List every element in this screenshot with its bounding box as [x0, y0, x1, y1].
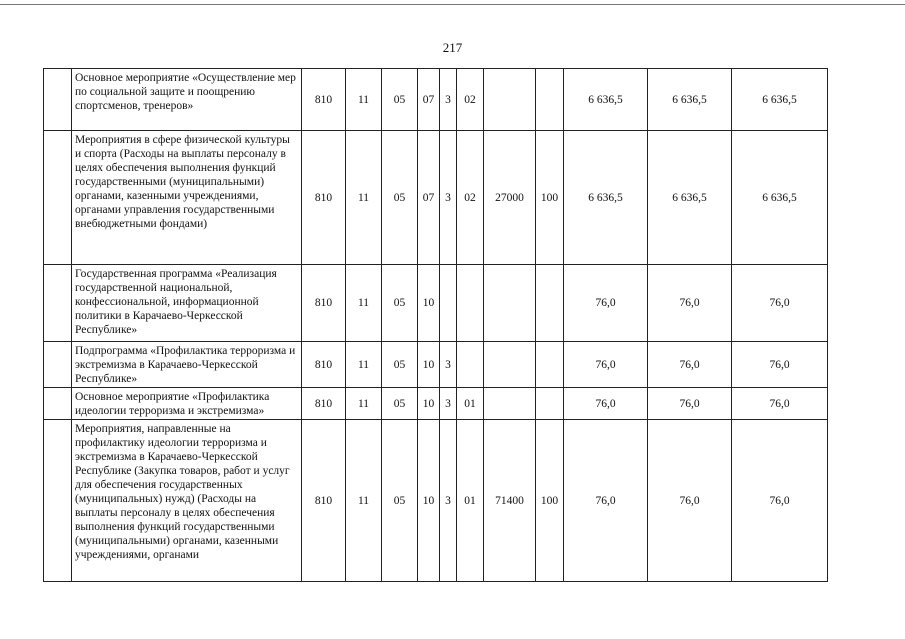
direction-code [484, 69, 536, 131]
expense-type-code [536, 342, 564, 388]
row-margin-cell [44, 420, 72, 582]
ministry-code: 810 [302, 69, 346, 131]
expense-type-code [536, 388, 564, 420]
program-code: 07 [418, 131, 440, 265]
program-code: 10 [418, 388, 440, 420]
subsection-code: 05 [382, 265, 418, 342]
row-margin-cell [44, 265, 72, 342]
table-row [44, 420, 828, 582]
row-margin-cell [44, 69, 72, 131]
ministry-code: 810 [302, 342, 346, 388]
amount-year-3: 76,0 [732, 342, 828, 388]
direction-code: 71400 [484, 420, 536, 582]
event-code [457, 342, 484, 388]
section-code: 11 [346, 265, 382, 342]
event-code [457, 265, 484, 342]
expense-type-code: 100 [536, 420, 564, 582]
amount-year-3: 76,0 [732, 265, 828, 342]
amount-year-2: 76,0 [648, 388, 732, 420]
subsection-code: 05 [382, 420, 418, 582]
expense-type-code [536, 69, 564, 131]
section-code: 11 [346, 69, 382, 131]
amount-year-3: 76,0 [732, 420, 828, 582]
section-code: 11 [346, 388, 382, 420]
section-code: 11 [346, 342, 382, 388]
section-code: 11 [346, 131, 382, 265]
expense-type-code [536, 265, 564, 342]
amount-year-1: 76,0 [564, 265, 648, 342]
event-code: 01 [457, 388, 484, 420]
amount-year-3: 76,0 [732, 388, 828, 420]
row-name: Подпрограмма «Профилактика терроризма и экстремизма в Карачаево-Черкесской Республике» [72, 342, 302, 388]
table-row [44, 131, 828, 265]
amount-year-2: 76,0 [648, 342, 732, 388]
ministry-code: 810 [302, 131, 346, 265]
row-name: Основное мероприятие «Профилактика идеологии терроризма и экстремизма» [72, 388, 302, 420]
subsection-code: 05 [382, 388, 418, 420]
table-row [44, 388, 828, 420]
subprogram-code: 3 [440, 388, 457, 420]
budget-table [43, 68, 828, 582]
table-row [44, 265, 828, 342]
subprogram-code: 3 [440, 420, 457, 582]
event-code: 02 [457, 69, 484, 131]
program-code: 07 [418, 69, 440, 131]
row-margin-cell [44, 388, 72, 420]
subprogram-code: 3 [440, 131, 457, 265]
amount-year-2: 6 636,5 [648, 69, 732, 131]
program-code: 10 [418, 265, 440, 342]
amount-year-1: 76,0 [564, 388, 648, 420]
subsection-code: 05 [382, 69, 418, 131]
table-row [44, 69, 828, 131]
amount-year-1: 6 636,5 [564, 69, 648, 131]
amount-year-3: 6 636,5 [732, 69, 828, 131]
amount-year-3: 6 636,5 [732, 131, 828, 265]
event-code: 01 [457, 420, 484, 582]
row-name: Мероприятия в сфере физической культуры и спорта (Расходы на выплаты персоналу в целях обеспечения выполнения функций государственными (муниципальными) органами, казенными учреждениями, органами управления государственными внебюджетными фондами) [72, 131, 302, 265]
event-code: 02 [457, 131, 484, 265]
top-rule [0, 4, 905, 5]
program-code: 10 [418, 342, 440, 388]
table-row [44, 342, 828, 388]
direction-code [484, 388, 536, 420]
row-name: Мероприятия, направленные на профилактику идеологии терроризма и экстремизма в Карачаево-Черкесской Республике (Закупка товаров, работ и услуг для обеспечения государственных (муниципальных) нужд) (Расходы на выплаты персоналу в целях обеспечения выполнения функций государственными (муниципальными) органами, казенными учреждениями, органами [72, 420, 302, 582]
row-margin-cell [44, 131, 72, 265]
direction-code [484, 342, 536, 388]
amount-year-2: 76,0 [648, 265, 732, 342]
subprogram-code: 3 [440, 342, 457, 388]
subprogram-code: 3 [440, 69, 457, 131]
ministry-code: 810 [302, 420, 346, 582]
row-margin-cell [44, 342, 72, 388]
ministry-code: 810 [302, 265, 346, 342]
expense-type-code: 100 [536, 131, 564, 265]
subsection-code: 05 [382, 131, 418, 265]
program-code: 10 [418, 420, 440, 582]
ministry-code: 810 [302, 388, 346, 420]
amount-year-2: 76,0 [648, 420, 732, 582]
amount-year-1: 76,0 [564, 420, 648, 582]
page-number: 217 [442, 40, 463, 55]
row-name: Основное мероприятие «Осуществление мер по социальной защите и поощрению спортсменов, тренеров» [72, 69, 302, 131]
subprogram-code [440, 265, 457, 342]
subsection-code: 05 [382, 342, 418, 388]
direction-code: 27000 [484, 131, 536, 265]
amount-year-2: 6 636,5 [648, 131, 732, 265]
amount-year-1: 76,0 [564, 342, 648, 388]
section-code: 11 [346, 420, 382, 582]
amount-year-1: 6 636,5 [564, 131, 648, 265]
row-name: Государственная программа «Реализация государственной национальной, конфессиональной, информационной политики в Карачаево-Черкесской Республике» [72, 265, 302, 342]
direction-code [484, 265, 536, 342]
